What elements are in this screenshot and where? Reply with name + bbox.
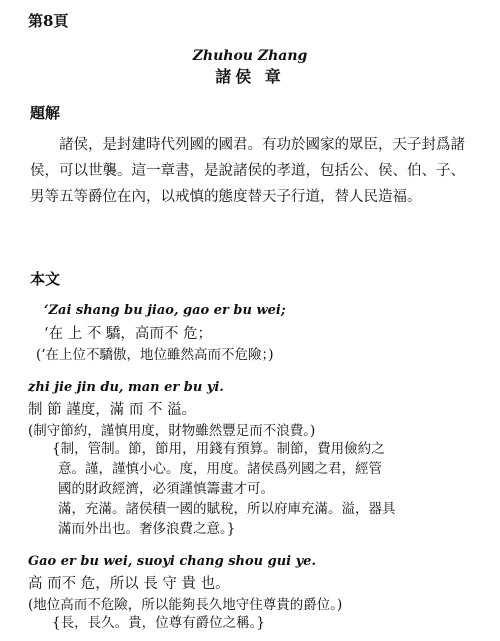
verse2-chinese: 制 節 謹度，滿 而 不 溢。 xyxy=(28,402,197,418)
verse3-pinyin: Gao er bu wei, suoyi chang shou gui ye. xyxy=(28,554,316,569)
chapter-title: 諸侯 章 xyxy=(215,67,285,86)
intro-paragraph: 諸侯，是封建時代列國的國君。有功於國家的眾臣，天子封爲諸侯，可以世襲。這一章書，是說諸侯的孝道，包括公、侯、伯、子、男等五等爵位在內，以戒慎的態度替天子行道，替人民造福。 xyxy=(30,137,465,205)
verse2-pinyin: zhi jie jin du, man er bu yi. xyxy=(28,380,224,395)
verse1-chinese: ‘在 上 不 驕，高而不 危； xyxy=(44,326,213,342)
verse2-commentary-line: 滿，充滿。諸侯積一國的賦稅，所以府庫充滿。溢，器具 xyxy=(58,501,396,517)
chapter-title-pinyin: Zhuhou Zhang xyxy=(192,48,308,64)
verse2-commentary-line: {制，管制。節，節用，用錢有預算。制節，費用儉約之 xyxy=(52,441,385,457)
verse1-translation: (‘在上位不驕傲，地位雖然高而不危險；) xyxy=(36,347,274,363)
page-label: 第8頁 xyxy=(28,12,69,30)
intro-heading: 題解 xyxy=(30,104,61,122)
verse1-pinyin: ‘Zai shang bu jiao, gao er bu wei; xyxy=(44,303,286,318)
verse3-chinese: 高 而不 危，所以 長 守 貴 也。 xyxy=(28,576,230,592)
main-text-heading: 本文 xyxy=(30,270,61,288)
verse2-translation: (制守節約，謹慎用度，財物雖然豐足而不浪費。) xyxy=(28,423,316,439)
verse2-commentary-line: 意。謹，謹慎小心。度，用度。諸侯爲列國之君，經管 xyxy=(58,461,382,477)
verse3-translation: (地位高而不危險，所以能夠長久地守住尊貴的爵位。) xyxy=(28,597,343,613)
verse2-commentary-line: 滿而外出也。奢侈浪費之意。} xyxy=(58,521,236,537)
verse2-commentary-line: 國的財政經濟，必須謹慎籌畫才可。 xyxy=(58,481,274,497)
verse3-commentary-line: {長，長久。貴，位尊有爵位之稱。} xyxy=(52,615,265,631)
